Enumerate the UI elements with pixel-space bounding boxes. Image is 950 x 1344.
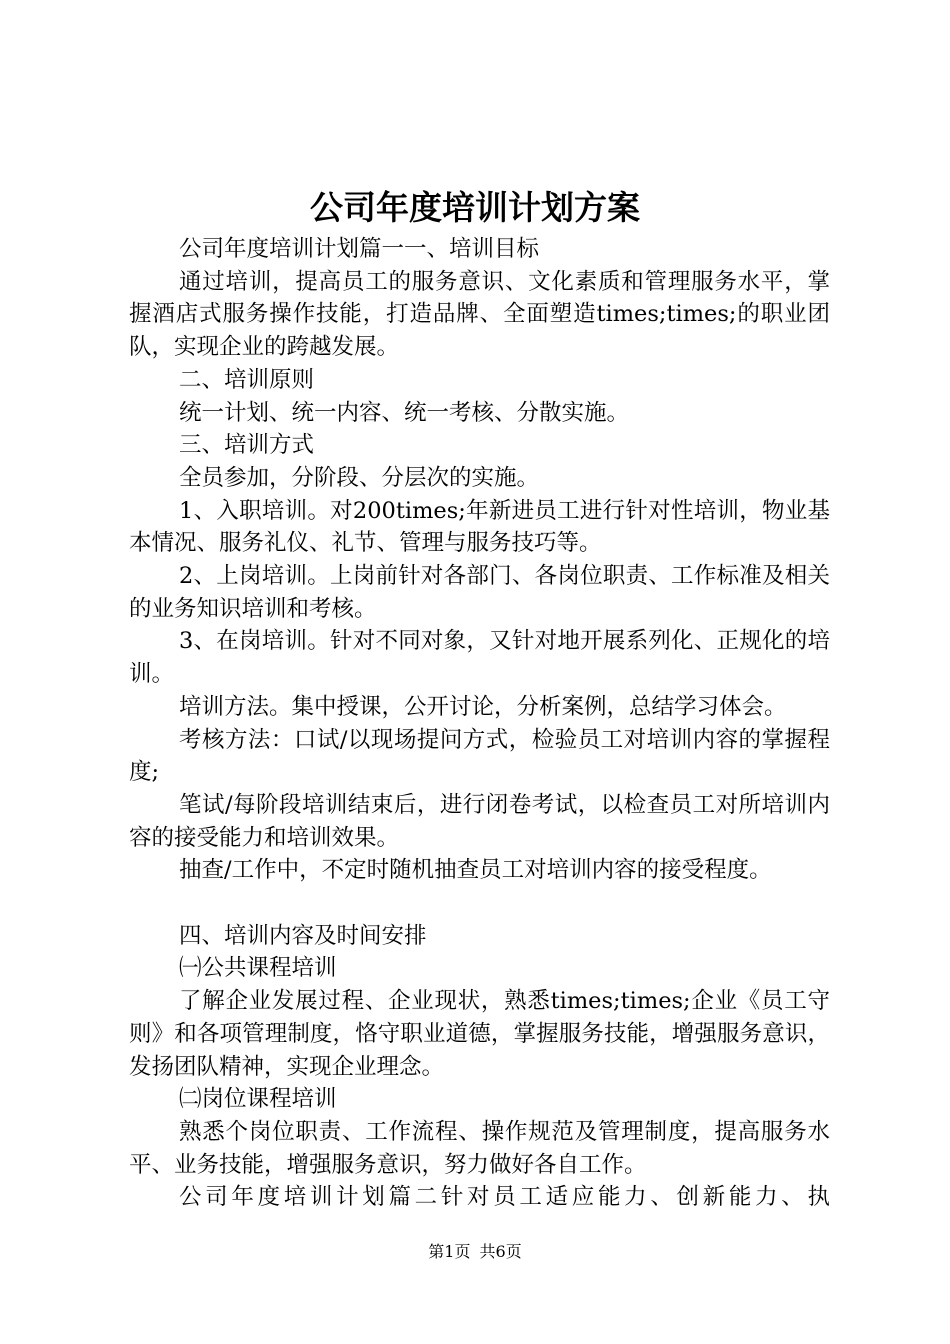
- paragraph: 全员参加，分阶段、分层次的实施。: [179, 464, 540, 491]
- paragraph: 公司年度培训计划篇二针对员工适应能力、创新能力、执: [179, 1184, 830, 1211]
- document-body: [129, 233, 830, 1214]
- paragraph: 了解企业发展过程、企业现状，熟悉times;times;企业《员工守则》和各项管理制度，恪守职业道德，掌握服务技能，增强服务意识，发扬团队精神，实现企业理念。: [129, 988, 830, 1080]
- section-heading: 三、培训方式: [179, 432, 315, 459]
- blank-line: [129, 887, 830, 920]
- section-heading: 四、培训内容及时间安排: [179, 922, 427, 949]
- paragraph: 2、上岗培训。上岗前针对各部门、各岗位职责、工作标准及相关的业务知识培训和考核。: [129, 563, 830, 622]
- page-number: 第1页: [428, 1242, 471, 1261]
- paragraph: 考核方法：口试/以现场提问方式，检验员工对培训内容的掌握程度;: [129, 726, 830, 786]
- section-heading: 二、培训原则: [179, 366, 315, 393]
- paragraph: 培训方法。集中授课，公开讨论，分析案例，总结学习体会。: [179, 693, 787, 720]
- paragraph: 1、入职培训。对200times;年新进员工进行针对性培训，物业基本情况、服务礼仪、礼节、管理与服务技巧等。: [129, 497, 830, 557]
- paragraph: 抽查/工作中，不定时随机抽查员工对培训内容的接受程度。: [179, 857, 772, 884]
- paragraph: 统一计划、统一内容、统一考核、分散实施。: [179, 399, 630, 426]
- subsection-heading: ㈠公共课程培训: [179, 955, 337, 982]
- subsection-heading: ㈡岗位课程培训: [179, 1086, 337, 1113]
- paragraph: 笔试/每阶段培训结束后，进行闭卷考试，以检查员工对所培训内容的接受能力和培训效果。: [129, 791, 830, 851]
- page-total: 共6页: [479, 1242, 522, 1261]
- paragraph: 通过培训，提高员工的服务意识、文化素质和管理服务水平，掌握酒店式服务操作技能，打造品牌、全面塑造times;times;的职业团队，实现企业的跨越发展。: [129, 268, 830, 361]
- paragraph: 熟悉个岗位职责、工作流程、操作规范及管理制度，提高服务水平、业务技能，增强服务意识，努力做好各自工作。: [129, 1118, 830, 1178]
- paragraph: 3、在岗培训。针对不同对象，又针对地开展系列化、正规化的培训。: [129, 628, 830, 688]
- paragraph: 公司年度培训计划篇一一、培训目标: [179, 236, 540, 262]
- document-title: 公司年度培训计划方案: [310, 188, 640, 227]
- page-footer: [0, 1240, 950, 1264]
